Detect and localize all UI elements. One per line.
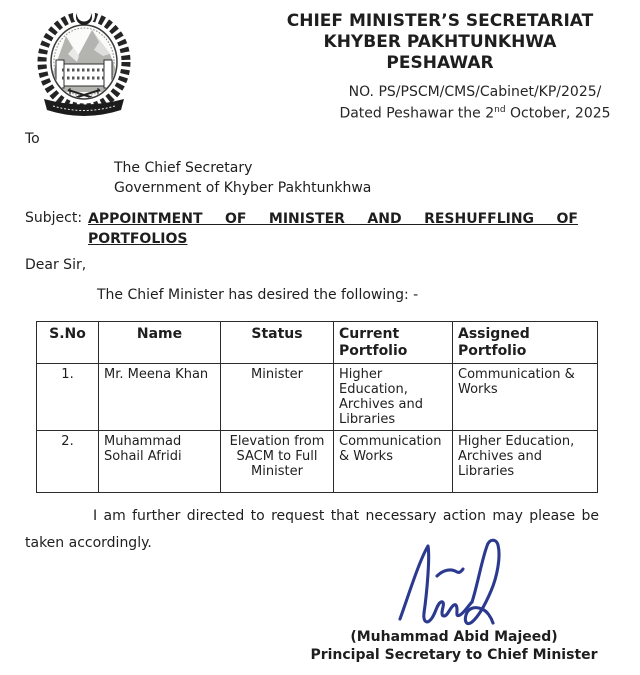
cell-current-portfolio: Communication & Works: [334, 431, 453, 493]
subject-text: [88, 209, 578, 249]
cell-assigned-portfolio: Communication & Works: [453, 364, 598, 431]
cell-status: Minister: [221, 364, 334, 431]
header-name: Name: [99, 322, 221, 364]
subject-line2: PORTFOLIOS: [88, 231, 188, 247]
handwritten-signature-icon: [392, 537, 522, 634]
letterhead-title-line3: PESHAWAR: [386, 53, 494, 73]
date-ordinal-superscript: nd: [494, 105, 506, 115]
reference-block: [320, 83, 630, 123]
subject-line1: APPOINTMENT OF MINISTER AND RESHUFFLING OF: [88, 211, 578, 227]
header-sno: S.No: [37, 322, 99, 364]
to-label: To: [25, 131, 40, 147]
subject-label: Subject:: [25, 210, 83, 226]
date-suffix: October, 2025: [505, 105, 611, 122]
government-crest-icon: [32, 4, 136, 122]
intro-line: The Chief Minister has desired the following: -: [97, 287, 419, 303]
header-status: Status: [221, 322, 334, 364]
recipient-name: The Chief Secretary: [114, 160, 253, 176]
cell-name: Muhammad Sohail Afridi: [99, 431, 221, 493]
header-assigned-portfolio: Assigned Portfolio: [453, 322, 598, 364]
salutation: Dear Sir,: [25, 257, 87, 273]
table-row: [37, 364, 598, 431]
cell-current-portfolio: Higher Education, Archives and Libraries: [334, 364, 453, 431]
recipient-address: [114, 158, 371, 198]
closing-paragraph: I am further directed to request that necessary action may please be taken accordingly.: [25, 508, 599, 551]
letterhead-title-line2: KHYBER PAKHTUNKHWA: [323, 32, 557, 52]
cell-status: Elevation from SACM to Full Minister: [221, 431, 334, 493]
date-line: [320, 101, 630, 123]
cell-sno: 2.: [37, 431, 99, 493]
signatory-name: (Muhammad Abid Majeed): [350, 629, 558, 645]
cell-assigned-portfolio: Higher Education, Archives and Libraries: [453, 431, 598, 493]
letterhead-title-line1: CHIEF MINISTER’S SECRETARIAT: [286, 11, 594, 31]
cell-sno: 1.: [37, 364, 99, 431]
appointments-table: [36, 321, 598, 493]
letterhead-title: [240, 11, 640, 74]
signatory-title: Principal Secretary to Chief Minister: [310, 647, 598, 663]
cell-name: Mr. Meena Khan: [99, 364, 221, 431]
table-row: [37, 431, 598, 493]
date-prefix: Dated Peshawar the 2: [339, 105, 495, 122]
header-current-portfolio: Current Portfolio: [334, 322, 453, 364]
reference-number: NO. PS/PSCM/CMS/Cabinet/KP/2025/: [348, 84, 602, 100]
table-header-row: [37, 322, 598, 364]
recipient-organization: Government of Khyber Pakhtunkhwa: [114, 180, 372, 196]
